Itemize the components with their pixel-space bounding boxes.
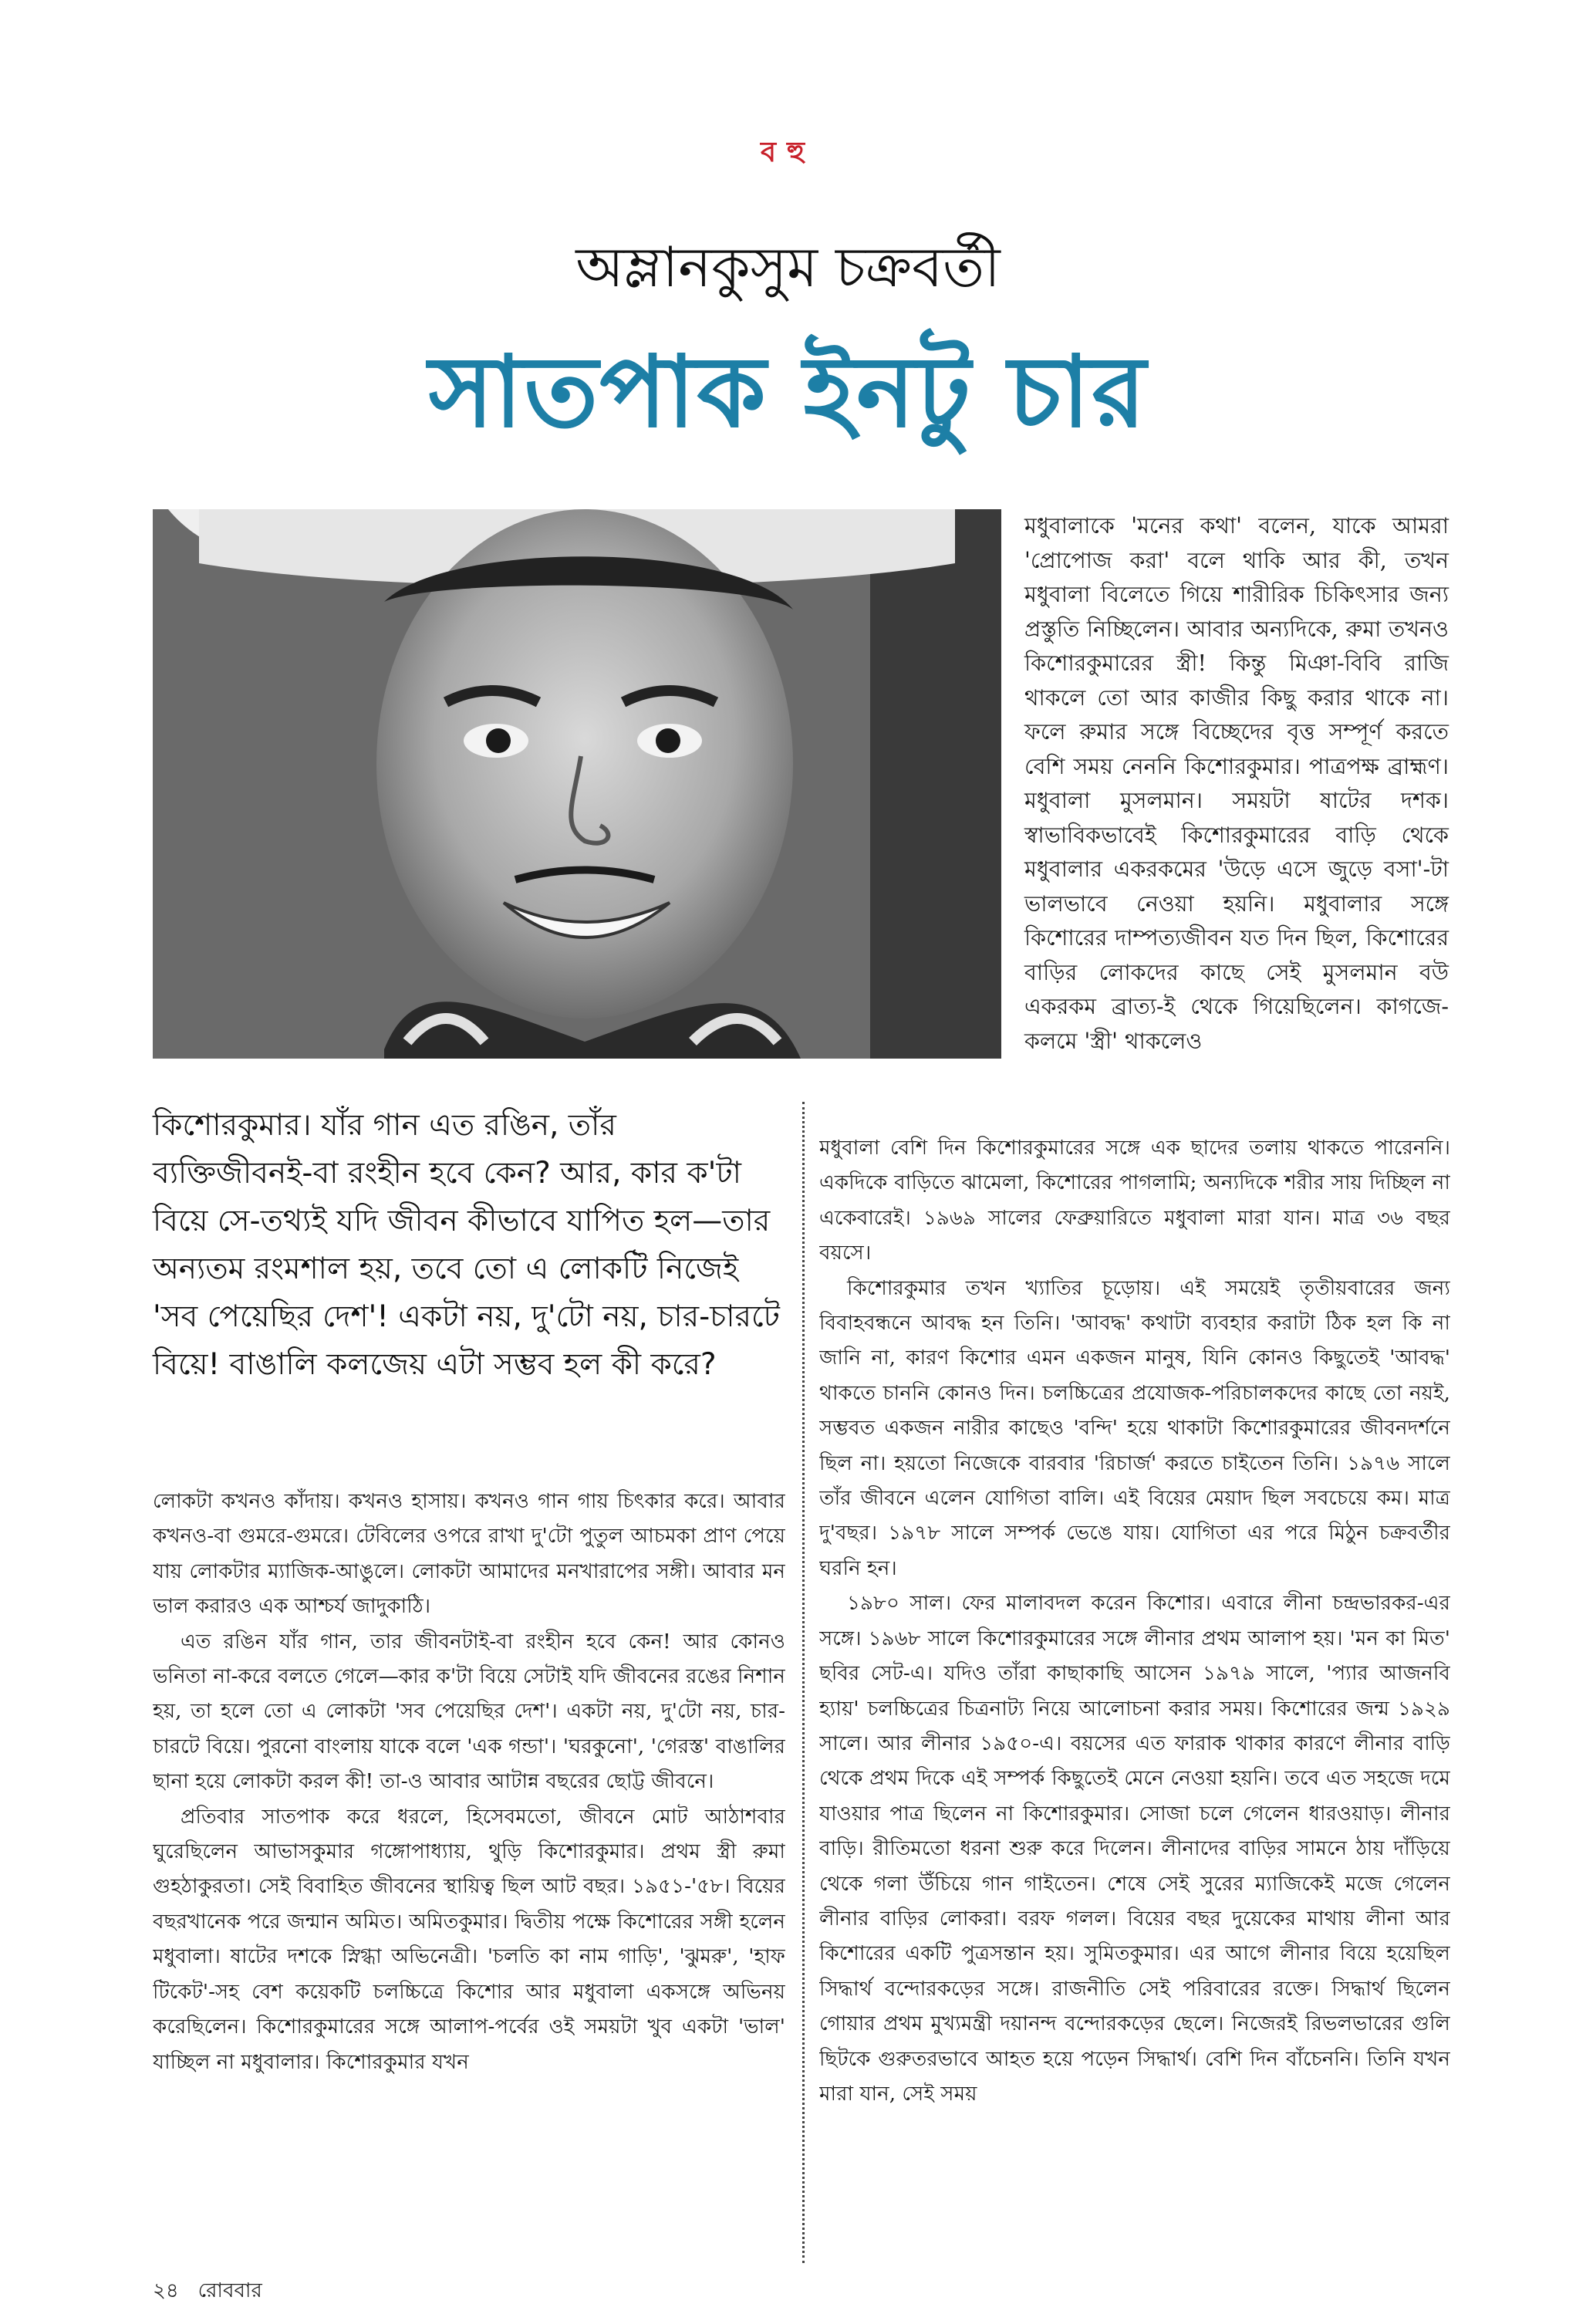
- paragraph: কিশোরকুমার তখন খ্যাতির চূড়োয়। এই সময়েই তৃতীয়বারের জন্য বিবাহবন্ধনে আবদ্ধ হন তিনি। 'আবদ্ধ' কথাটা ব্যবহার করাটা ঠিক হল কি না জানি না, কারণ কিশোর এমন একজন মানুষ, যিনি কোনও কিছুতেই 'আবদ্ধ' থাকতে চাননি কোনও দিন। চলচ্চিত্রের প্রযোজক-পরিচালকদের কাছে তো নয়ই, সম্ভবত একজন নারীর কাছেও 'বন্দি' হয়ে থাকাটা কিশোরকুমারের জীবনদর্শনে ছিল না। হয়তো নিজেকে বারবার 'রিচার্জ' করতে চাইতেন তিনি। ১৯৭৬ সালে তাঁর জীবনে এলেন যোগিতা বালি। এই বিয়ের মেয়াদ ছিল সবচেয়ে কম। মাত্র দু'বছর। ১৯৭৮ সালে সম্পর্ক ভেঙে যায়। যোগিতা এর পরে মিঠুন চক্রবর্তীর ঘরনি হন।: [819, 1276, 1450, 1580]
- paragraph: লোকটা কখনও কাঁদায়। কখনও হাসায়। কখনও গান গায় চিৎকার করে। আবার কখনও-বা গুমরে-গুমরে। টেবিলের ওপরে রাখা দু'টো পুতুল আচমকা প্রাণ পেয়ে যায় লোকটার ম্যাজিক-আঙুলে। লোকটা আমাদের মনখারাপের সঙ্গী। আবার মন ভাল করারও এক আশ্চর্য জাদুকাঠি।: [153, 1490, 785, 1619]
- paragraph: ১৯৮০ সাল। ফের মালাবদল করেন কিশোর। এবারে লীনা চন্দ্রভারকর-এর সঙ্গে। ১৯৬৮ সালে কিশোরকুমারের সঙ্গে লীনার প্রথম আলাপ হয়। 'মন কা মিত' ছবির সেট-এ। যদিও তাঁরা কাছাকাছি আসেন ১৯৭৯ সালে, 'প্যার আজনবি হ্যায়' চলচ্চিত্রের চিত্রনাট্য নিয়ে আলোচনা করার সময়। কিশোরের জন্ম ১৯২৯ সালে। আর লীনার ১৯৫০-এ। বয়সের এত ফারাক থাকার কারণে লীনার বাড়ি থেকে প্রথম দিকে এই সম্পর্ক কিছুতেই মেনে নেওয়া হয়নি। তবে এত সহজে দমে যাওয়ার পাত্র ছিলেন না কিশোরকুমার। সোজা চলে গেলেন ধারওয়াড়। লীনার বাড়ি। রীতিমতো ধরনা শুরু করে দিলেন। লীনাদের বাড়ির সামনে ঠায় দাঁড়িয়ে থেকে গলা উঁচিয়ে গান গাইতেন। শেষে সেই সুরের ম্যাজিকেই মজে গেলেন লীনার বাড়ির লোকরা। বরফ গলল। বিয়ের বছর দুয়েকের মাথায় লীনা আর কিশোরের একটি পুত্রসন্তান হয়। সুমিতকুমার। এর আগে লীনার বিয়ে হয়েছিল সিদ্ধার্থ বন্দোরকড়ের সঙ্গে। রাজনীতি সেই পরিবারের রক্তে। সিদ্ধার্থ ছিলেন গোয়ার প্রথম মুখ্যমন্ত্রী দয়ানন্দ বন্দোরকড়ের ছেলে। নিজেরই রিভলভারের গুলি ছিটকে গুরুতরভাবে আহত হয়ে পড়েন সিদ্ধার্থ। বেশি দিন বাঁচেননি। তিনি যখন মারা যান, সেই সময়: [819, 1592, 1450, 2106]
- portrait-illustration: [153, 509, 1001, 1059]
- page-footer: [153, 2275, 262, 2309]
- paragraph: প্রতিবার সাতপাক করে ধরলে, হিসেবমতো, জীবনে মোট আঠাশবার ঘুরেছিলেন আভাসকুমার গঙ্গোপাধ্যায়, থুড়ি কিশোরকুমার। প্রথম স্ত্রী রুমা গুহঠাকুরতা। সেই বিবাহিত জীবনের স্থায়িত্ব ছিল আট বছর। ১৯৫১-'৫৮। বিয়ের বছরখানেক পরে জন্মান অমিত। অমিতকুমার। দ্বিতীয় পক্ষে কিশোরের সঙ্গী হলেন মধুবালা। ষাটের দশকে স্নিগ্ধা অভিনেত্রী। 'চলতি কা নাম গাড়ি', 'ঝুমরু', 'হাফ টিকেট'-সহ বেশ কয়েকটি চলচ্চিত্রে কিশোর আর মধুবালা একসঙ্গে অভিনয় করেছিলেন। কিশোরকুমারের সঙ্গে আলাপ-পর্বের ওই সময়টা খুব একটা 'ভাল' যাচ্ছিল না মধুবালার। কিশোরকুমার যখন: [153, 1805, 785, 2074]
- paragraph: মধুবালা বেশি দিন কিশোরকুমারের সঙ্গে এক ছাদের তলায় থাকতে পারেননি। একদিকে বাড়িতে ঝামেলা, কিশোরের পাগলামি; অন্যদিকে শরীর সায় দিচ্ছিল না একেবারেই। ১৯৬৯ সালের ফেব্রুয়ারিতে মধুবালা মারা যান। মাত্র ৩৬ বছর বয়সে।: [819, 1137, 1450, 1265]
- paragraph: এত রঙিন যাঁর গান, তার জীবনটাই-বা রংহীন হবে কেন! আর কোনও ভনিতা না-করে বলতে গেলে—কার ক'টা বিয়ে সেটাই যদি জীবনের রঙের নিশান হয়, তা হলে তো এ লোকটা 'সব পেয়েছির দেশ'। একটা নয়, দু'টো নয়, চার-চারটে বিয়ে। পুরনো বাংলায় যাকে বলে 'এক গন্ডা'। 'ঘরকুনো', 'গেরস্ত' বাঙালির ছানা হয়ে লোকটা করল কী! তা-ও আবার আটান্ন বছরের ছোট্ট জীবনে।: [153, 1630, 785, 1794]
- article-column-right: [819, 1131, 1450, 2258]
- publication-name: রোববার: [197, 2279, 262, 2302]
- article-intro: কিশোরকুমার। যাঁর গান এত রঙিন, তাঁর ব্যক্তিজীবনই-বা রংহীন হবে কেন? আর, কার ক'টা বিয়ে সে-তথ্যই যদি জীবন কীভাবে যাপিত হল—তার অন্যতম রংমশাল হয়, তবে তো এ লোকটি নিজেই 'সব পেয়েছির দেশ'! একটা নয়, দু'টো নয়, চার-চারটে বিয়ে! বাঙালি কলজেয় এটা সম্ভব হল কী করে?: [153, 1108, 780, 1382]
- article-column-top-right: [1024, 509, 1449, 1127]
- paragraph: মধুবালাকে 'মনের কথা' বলেন, যাকে আমরা 'প্রোপোজ করা' বলে থাকি আর কী, তখন মধুবালা বিলেতে গিয়ে শারীরিক চিকিৎসার জন্য প্রস্তুতি নিচ্ছিলেন। আবার অন্যদিকে, রুমা তখনও কিশোরকুমারের স্ত্রী! কিন্তু মিঞা-বিবি রাজি থাকলে তো আর কাজীর কিছু করার থাকে না। ফলে রুমার সঙ্গে বিচ্ছেদের বৃত্ত সম্পূর্ণ করতে বেশি সময় নেননি কিশোরকুমার। পাত্রপক্ষ ব্রাহ্মণ। মধুবালা মুসলমান। সময়টা ষাটের দশক। স্বাভাবিকভাবেই কিশোরকুমারের বাড়ি থেকে মধুবালার একরকমের 'উড়ে এসে জুড়ে বসা'-টা ভালভাবে নেওয়া হয়নি। মধুবালার সঙ্গে কিশোরের দাম্পত্যজীবন যত দিন ছিল, কিশোরের বাড়ির লোকদের কাছে সেই মুসলমান বউ একরকম ব্রাত্য-ই থেকে গিয়েছিলেন। কাগজে-কলমে 'স্ত্রী' থাকলেও: [1024, 513, 1449, 1054]
- author-byline: অম্লানকুসুম চক্রবর্তী: [575, 235, 1001, 299]
- article-headline: সাতপাক ইনটু চার: [428, 335, 1148, 450]
- column-divider: [802, 1102, 805, 2263]
- article-column-left: [153, 1485, 785, 2264]
- section-label: বহু: [760, 137, 816, 168]
- portrait-photo: [153, 509, 1001, 1059]
- page-number: ২৪: [153, 2279, 179, 2302]
